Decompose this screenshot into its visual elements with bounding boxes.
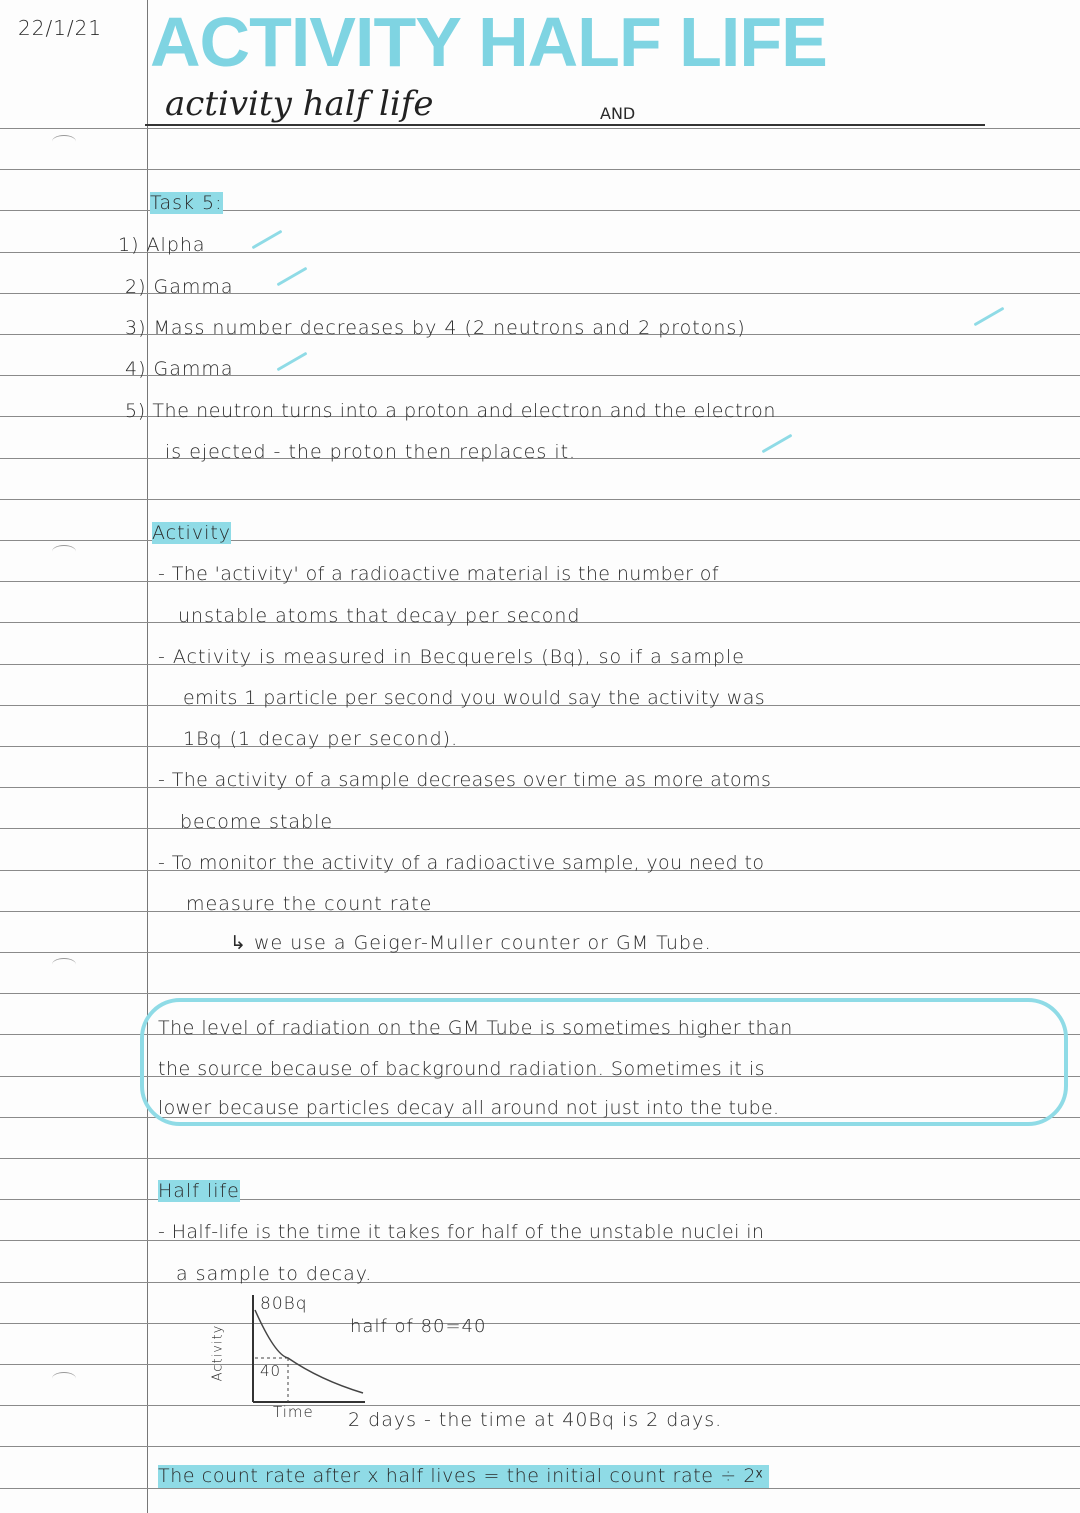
activity-text: - The 'activity' of a radioactive material is the number of	[158, 563, 719, 585]
time-note: 2 days - the time at 40Bq is 2 days.	[348, 1409, 723, 1431]
half-life-heading: Half life	[158, 1180, 240, 1202]
formula: The count rate after x half lives = the initial count rate ÷ 2ˣ	[158, 1465, 769, 1488]
activity-heading: Activity	[152, 522, 232, 544]
title-underline	[145, 124, 985, 126]
check-mark-icon	[277, 267, 308, 287]
punch-hole	[52, 1372, 76, 1385]
half-value: 40	[260, 1362, 282, 1380]
note-text: lower because particles decay all around not just into the tube.	[158, 1097, 780, 1119]
ruled-line	[0, 1323, 1080, 1324]
activity-text: ↳ we use a Geiger-Muller counter or GM Tube.	[230, 932, 712, 954]
ruled-line	[0, 993, 1080, 994]
activity-text: 1Bq (1 decay per second).	[183, 728, 459, 750]
activity-text: become stable	[180, 811, 334, 833]
answer: 5) The neutron turns into a proton and electron and the electron	[125, 400, 777, 422]
activity-text: - Activity is measured in Becquerels (Bq), so if a sample	[158, 646, 745, 668]
x-axis-label: Time	[273, 1403, 314, 1421]
answer: is ejected - the proton then replaces it.	[165, 441, 577, 463]
task-heading: Task 5:	[150, 192, 223, 214]
ruled-line	[0, 1364, 1080, 1365]
ruled-line	[0, 828, 1080, 829]
check-mark-icon	[974, 307, 1005, 327]
answer: 4) Gamma	[125, 358, 234, 380]
title: activity half life	[165, 84, 434, 124]
activity-text: - To monitor the activity of a radioactive sample, you need to	[158, 852, 765, 874]
check-mark-icon	[277, 352, 308, 372]
punch-hole	[52, 545, 76, 558]
activity-text: emits 1 particle per second you would say the activity was	[183, 687, 766, 709]
activity-text: unstable atoms that decay per second	[178, 605, 581, 627]
title-highlight: ACTIVITY HALF LIFE	[150, 3, 827, 81]
ruled-line	[0, 1446, 1080, 1447]
y-axis-label: Activity	[210, 1324, 226, 1382]
answer: 3) Mass number decreases by 4 (2 neutrons and 2 protons)	[125, 317, 746, 339]
answer: 2) Gamma	[125, 276, 234, 298]
margin-line	[147, 0, 148, 1513]
date: 22/1/21	[18, 16, 103, 40]
ruled-line	[0, 499, 1080, 500]
check-mark-icon	[762, 434, 793, 454]
activity-text: - The activity of a sample decreases over time as more atoms	[158, 769, 772, 791]
title-and: AND	[600, 104, 636, 123]
ruled-line	[0, 1488, 1080, 1489]
ruled-line	[0, 1158, 1080, 1159]
ruled-line	[0, 911, 1080, 912]
answer: 1) Alpha	[118, 234, 206, 256]
half-life-text: a sample to decay.	[176, 1263, 373, 1285]
note-text: The level of radiation on the GM Tube is sometimes higher than	[158, 1017, 793, 1039]
half-note: half of 80=40	[350, 1316, 487, 1337]
note-text: the source because of background radiation. Sometimes it is	[158, 1058, 766, 1080]
ruled-line	[0, 169, 1080, 170]
ruled-line	[0, 746, 1080, 747]
ruled-line	[0, 128, 1080, 129]
half-life-text: - Half-life is the time it takes for half of the unstable nuclei in	[158, 1221, 765, 1243]
punch-hole	[52, 135, 76, 148]
check-mark-icon	[252, 230, 283, 250]
ruled-line	[0, 1405, 1080, 1406]
start-value: 80Bq	[260, 1294, 308, 1314]
ruled-line	[0, 1282, 1080, 1283]
activity-text: measure the count rate	[186, 893, 433, 915]
punch-hole	[52, 958, 76, 971]
